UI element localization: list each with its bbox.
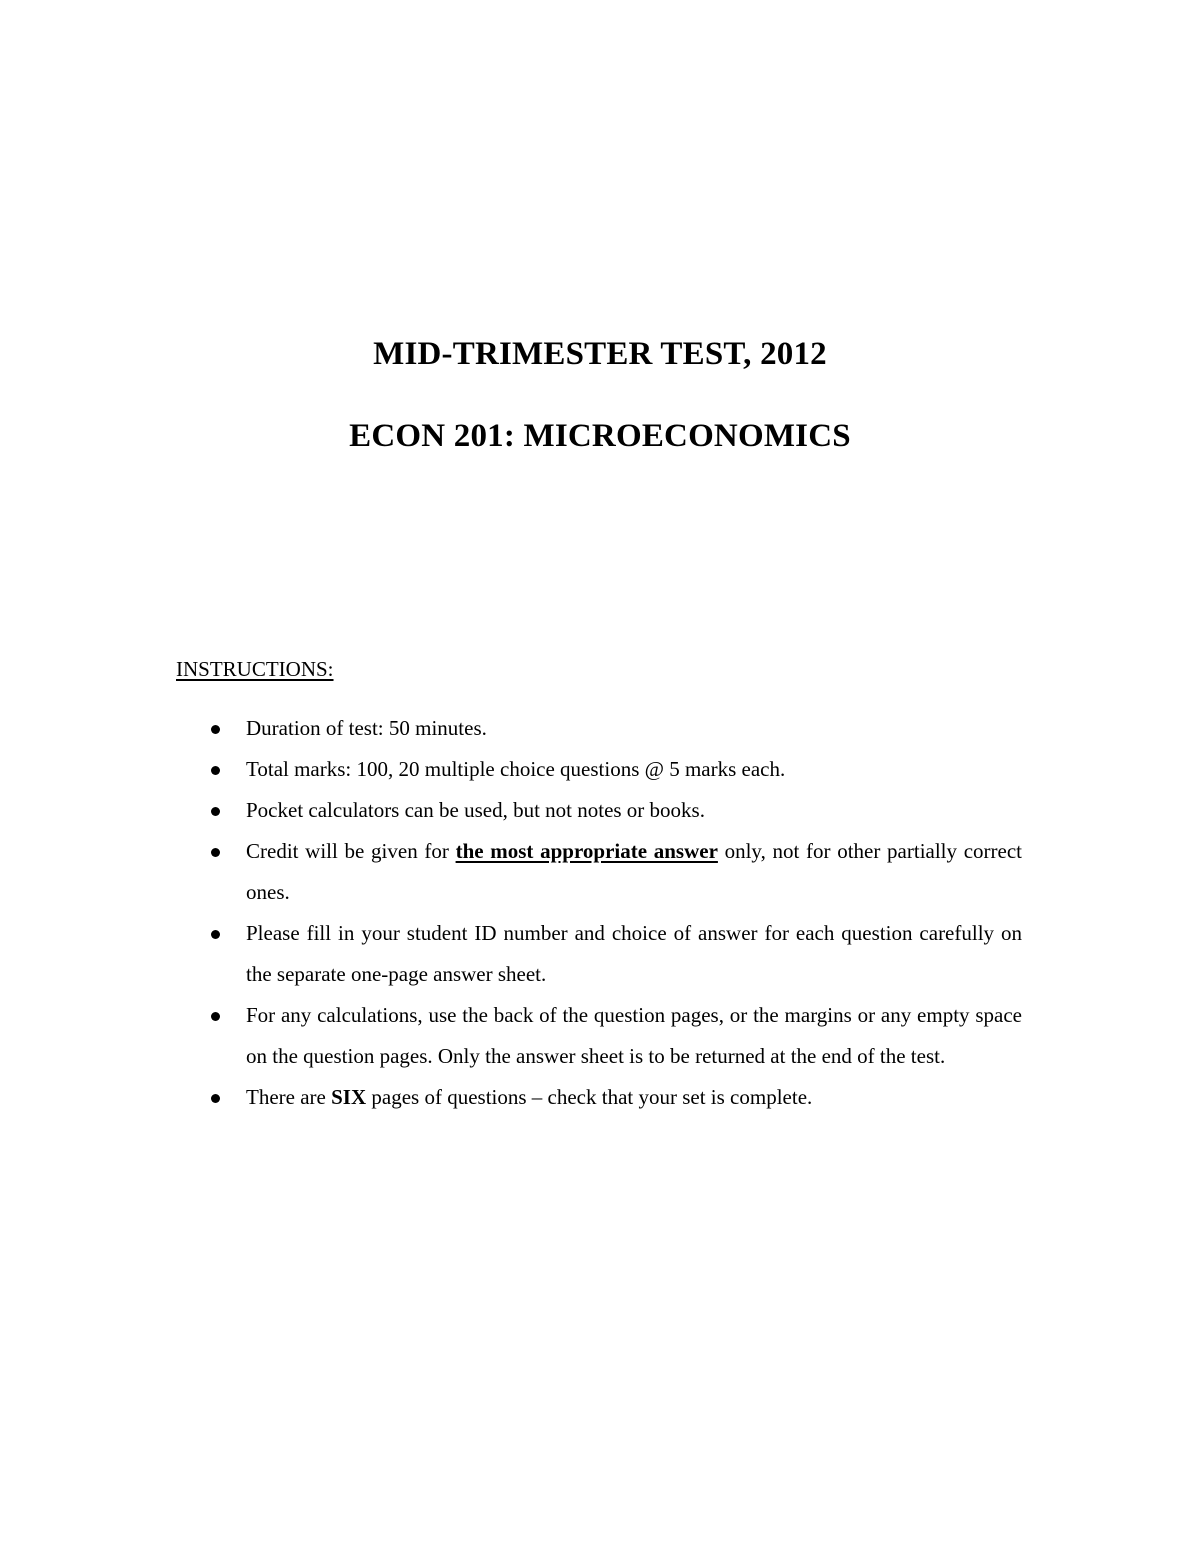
emphasized-phrase: the most appropriate answer bbox=[455, 839, 718, 863]
bullet-icon bbox=[211, 807, 220, 816]
instruction-item bbox=[246, 1077, 1022, 1118]
instruction-item bbox=[246, 708, 1022, 749]
instruction-text: Pocket calculators can be used, but not notes or books. bbox=[246, 798, 705, 822]
instruction-item bbox=[246, 913, 1022, 995]
bullet-icon bbox=[211, 1094, 220, 1103]
bullet-icon bbox=[211, 930, 220, 939]
instruction-item bbox=[246, 749, 1022, 790]
instruction-text-before: There are bbox=[246, 1085, 332, 1109]
instruction-text: Duration of test: 50 minutes. bbox=[246, 716, 487, 740]
instruction-text-after: pages of questions – check that your set is complete. bbox=[366, 1085, 813, 1109]
bullet-icon bbox=[211, 848, 220, 857]
instruction-item bbox=[246, 995, 1022, 1077]
bullet-icon bbox=[211, 766, 220, 775]
instruction-text: Please fill in your student ID number and choice of answer for each question carefully on the separate one-page answer sheet. bbox=[246, 921, 1022, 986]
instructions-heading: INSTRUCTIONS: bbox=[176, 657, 334, 681]
instruction-item bbox=[246, 790, 1022, 831]
course-title: ECON 201: MICROECONOMICS bbox=[349, 418, 851, 454]
instruction-text: For any calculations, use the back of the question pages, or the margins or any empty space on the question pages. Only the answer sheet is to be returned at the end of the test. bbox=[246, 1003, 1022, 1068]
instruction-text-before: Credit will be given for bbox=[246, 839, 456, 863]
page-count-emphasis: SIX bbox=[331, 1085, 367, 1109]
instruction-list bbox=[246, 708, 1022, 1118]
instruction-text-after: only, not for other partially correct ones. bbox=[246, 839, 1022, 904]
instruction-text: Total marks: 100, 20 multiple choice questions @ 5 marks each. bbox=[246, 757, 786, 781]
bullet-icon bbox=[211, 1012, 220, 1021]
bullet-icon bbox=[211, 725, 220, 734]
test-title: MID-TRIMESTER TEST, 2012 bbox=[373, 336, 827, 372]
instruction-item bbox=[246, 831, 1022, 913]
